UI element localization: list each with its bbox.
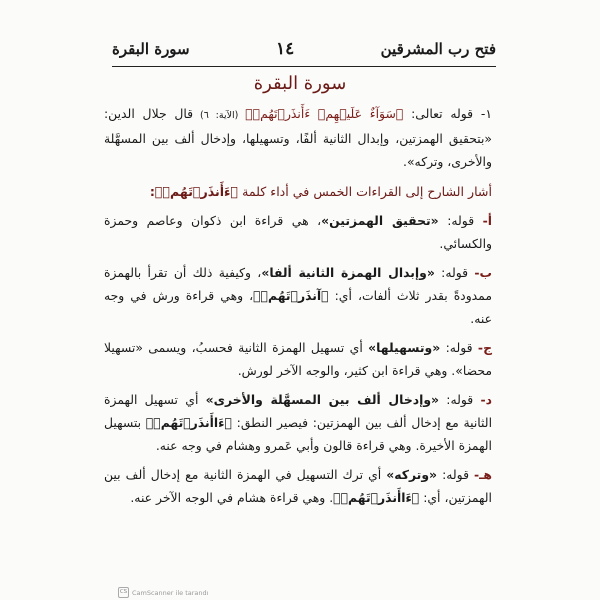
- item-b-lead: قوله:: [434, 265, 475, 280]
- item-b-letter: ب-: [474, 265, 492, 280]
- item-d-rest1: أي تسهيل الهمزة الثانية مع إدخال ألف بين الهمزتين: فيصير النطق:: [104, 392, 493, 430]
- item-c-quote: «وتسهيلها»: [368, 340, 441, 355]
- item-d-word: ﴿ءَاأَنذَرۡتَهُمۡ﴾: [145, 415, 232, 430]
- item-c-rest1: أي تسهيل الهمزة الثانية فحسبُ، ويسمى: [142, 340, 369, 355]
- item-a-quote: «تحقيق الهمزتين»: [321, 213, 439, 228]
- item-a-rest: ، هي قراءة ابن ذكوان وعاصم وحمزة والكسائي.: [104, 213, 492, 251]
- p1-verse: ﴿سَوَآءٌ عَلَيۡهِمۡ ءَأَنذَرۡتَهُمۡ﴾: [245, 106, 404, 121]
- item-c-rest2: . وهي قراءة ابن كثير، والوجه الآخر لورش.: [237, 363, 456, 378]
- item-b-rest2: ، وهي قراءة ورش في وجه عنه.: [104, 288, 492, 326]
- item-c-lead: قوله:: [440, 340, 478, 355]
- item-b-word: ﴿آنذَرۡتَهُمۡ﴾: [253, 288, 329, 303]
- section-text: أشار الشارح إلى القراءات الخمس في أداء كلمة: [238, 184, 492, 199]
- section-word: ﴿ءَأَنذَرۡتَهُمۡ﴾:: [149, 184, 239, 199]
- section-heading: [104, 180, 492, 203]
- paragraph-1: [104, 102, 492, 173]
- page-number: ١٤: [276, 39, 295, 59]
- item-d-rest2: بتسهيل الهمزة الأخيرة. وهي قراءة قالون وأبي عَمرو وهشام في وجه عنه.: [104, 415, 492, 453]
- item-e-lead: قوله:: [437, 467, 475, 482]
- p1-lead: ١- قوله تعالى:: [403, 106, 492, 121]
- item-d-letter: د-: [480, 392, 492, 407]
- header-surah-name: سورة البقرة: [112, 40, 190, 58]
- header-divider: [112, 66, 496, 67]
- item-e-word: ﴿ءَاأَنذَرۡتَهُمۡ﴾: [333, 490, 420, 505]
- book-title: فتح رب المشرقين: [380, 40, 496, 58]
- item-b-rest1: ، وكيفية ذلك أن تقرأ بالهمزة ممدودةً بقدر ثلاث ألفات، أي:: [104, 265, 492, 303]
- item-d: [104, 388, 492, 457]
- watermark-text: CamScanner ile tarandı: [132, 588, 209, 597]
- item-e-rest2: . وهي قراءة هشام في الوجه الآخر عنه.: [130, 490, 334, 505]
- p1-verse-ref: (الآية: ٦): [193, 110, 246, 121]
- item-c: [104, 336, 492, 382]
- camscanner-icon: CS: [118, 587, 129, 598]
- running-header: [112, 34, 496, 64]
- p1-rest: قال جلال الدين: «بتحقيق الهمزتين، وإبدال الثانية ألفًا، وتسهيلها، وإدخال ألف بين المسهَّلة والأخرى، وتركه».: [104, 106, 492, 169]
- scanner-watermark: [118, 587, 208, 598]
- page-title: سورة البقرة: [253, 73, 347, 94]
- item-e-letter: هـ-: [474, 467, 492, 482]
- item-a: [104, 209, 492, 255]
- item-b-quote: «وإبدال الهمزة الثانية ألفا»: [261, 265, 435, 280]
- item-b: [104, 261, 492, 330]
- item-c-letter: ج-: [477, 340, 492, 355]
- body-text: [104, 102, 492, 515]
- item-d-quote: «وإدخال ألف بين المسهَّلة والأخرى»: [205, 392, 440, 407]
- item-e: [104, 463, 492, 509]
- item-e-quote: «وتركه»: [386, 467, 438, 482]
- item-c-quote2: «تسهيلا محضا»: [104, 340, 492, 378]
- item-d-lead: قوله:: [439, 392, 481, 407]
- item-a-lead: قوله:: [438, 213, 483, 228]
- item-e-rest1: أي ترك التسهيل في الهمزة الثانية مع إدخال ألف بين الهمزتين، أي:: [104, 467, 492, 505]
- item-a-letter: أ-: [482, 213, 493, 228]
